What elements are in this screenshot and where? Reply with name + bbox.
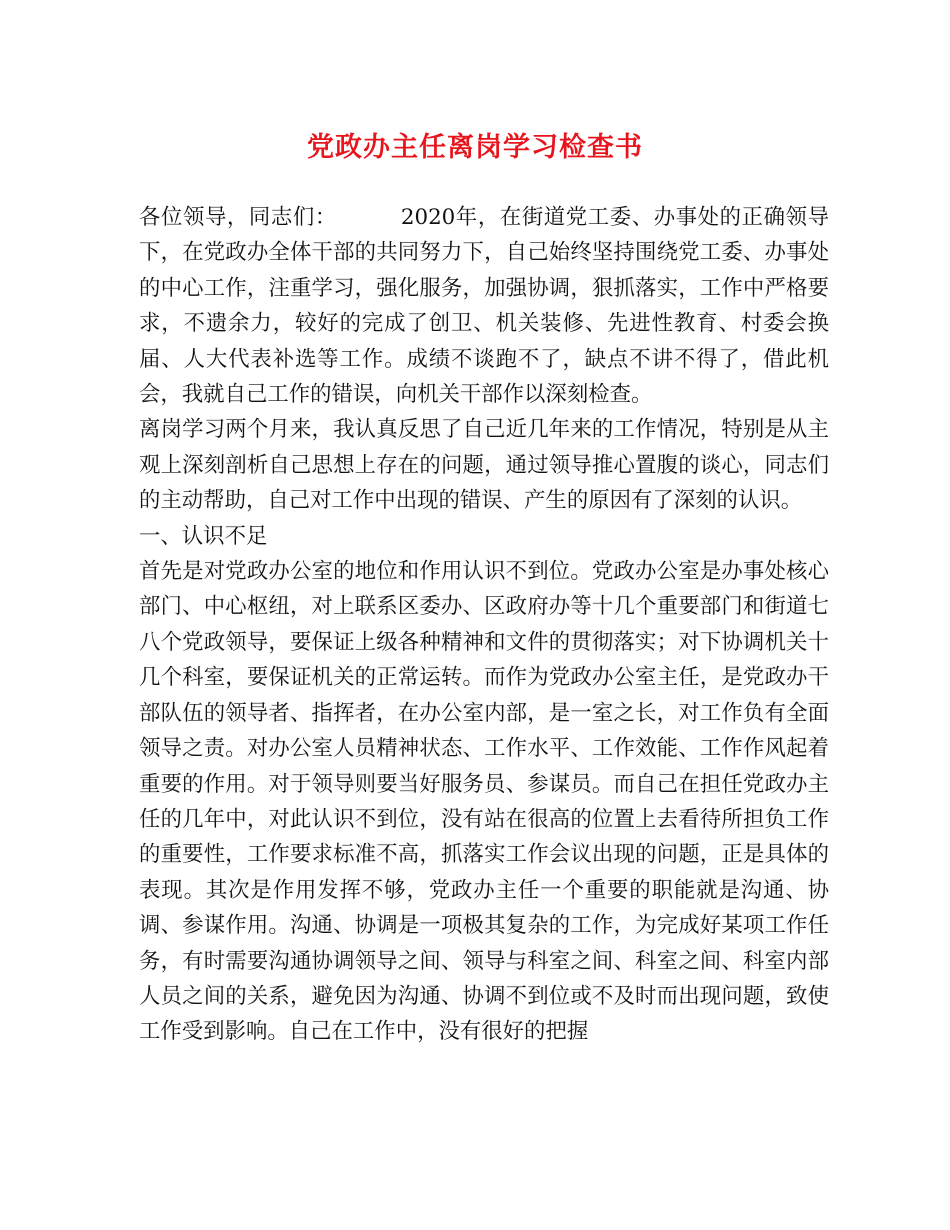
document-body [139, 200, 829, 1050]
paragraph-greeting [139, 200, 829, 412]
section-heading: 一、认识不足 [139, 523, 268, 549]
paragraph-reflection: 离岗学习两个月来，我认真反思了自己近几年来的工作情况，特别是从主观上深刻剖析自己思想上存在的问题，通过领导推心置腹的谈心，同志们的主动帮助，自己对工作中出现的错误、产生的原因有了深刻的认识。 [139, 417, 829, 514]
greeting-text: 各位领导，同志们： [139, 205, 337, 230]
document-title: 党政办主任离岗学习检查书 [307, 132, 643, 163]
paragraph-analysis: 首先是对党政办公室的地位和作用认识不到位。党政办公室是办事处核心部门、中心枢纽，对上联系区委办、区政府办等十几个重要部门和街道七八个党政领导，要保证上级各种精神和文件的贯彻落实；对下协调机关十几个科室，要保证机关的正常运转。而作为党政办公室主任，是党政办干部队伍的领导者、指挥者，在办公室内部，是一室之长，对工作负有全面领导之责。对办公室人员精神状态、工作水平、工作效能、工作作风起着重要的作用。对于领导则要当好服务员、参谋员。而自己在担任党政办主任的几年中，对此认识不到位，没有站在很高的位置上去看待所担负工作的重要性，工作要求标准不高，抓落实工作会议出现的问题，正是具体的表现。其次是作用发挥不够，党政办主任一个重要的职能就是沟通、协调、参谋作用。沟通、协调是一项极其复杂的工作，为完成好某项工作任务，有时需要沟通协调领导之间、领导与科室之间、科室之间、科室内部人员之间的关系，避免因为沟通、协调不到位或不及时而出现问题，致使工作受到影响。自己在工作中，没有很好的把握 [139, 559, 829, 1045]
paragraph-text: 2020年，在街道党工委、办事处的正确领导下，在党政办全体干部的共同努力下，自己始终坚持围绕党工委、办事处的中心工作，注重学习，强化服务，加强协调，狠抓落实，工作中严格要求，不遗余力，较好的完成了创卫、机关装修、先进性教育、村委会换届、人大代表补选等工作。成绩不谈跑不了，缺点不讲不得了，借此机会，我就自己工作的错误，向机关干部作以深刻检查。 [139, 205, 829, 408]
